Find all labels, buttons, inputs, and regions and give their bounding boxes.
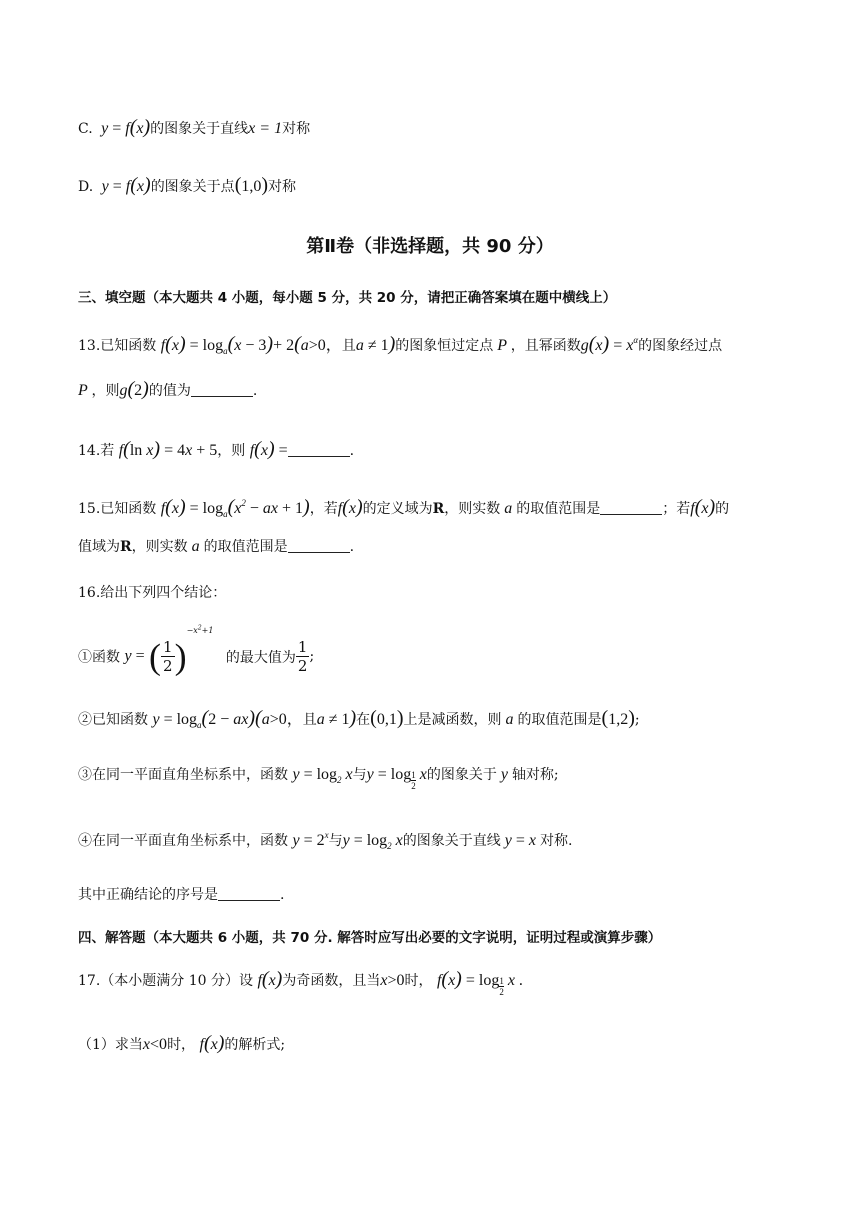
q13-g2: g(2) bbox=[119, 378, 149, 400]
q16-c3-log2: $y = \log_2 x$ bbox=[292, 766, 353, 785]
option-d bbox=[78, 174, 296, 197]
q17-text-1: 为奇函数，且当 bbox=[282, 973, 381, 989]
question-17 bbox=[78, 968, 523, 997]
q15-text-8: 值域为 bbox=[78, 539, 120, 555]
option-d-point: (1,0) bbox=[234, 174, 269, 196]
q16-c4-line: y = x bbox=[500, 832, 541, 849]
q16-c3-y: y bbox=[496, 766, 512, 783]
q14-text-1: 若 bbox=[100, 443, 115, 459]
q13-number: 13. bbox=[78, 338, 101, 354]
q14-number: 14. bbox=[78, 443, 101, 459]
q15-text-10: 的取值范围是 bbox=[203, 539, 288, 555]
q16-c2-interval: (0,1) bbox=[370, 707, 404, 729]
section-4-heading: 四、解答题（本大题共 6 小题，共 70 分. 解答时应写出必要的文字说明，证明过程或演算步骤） bbox=[78, 930, 662, 946]
q15-text-6: ；若 bbox=[662, 501, 691, 517]
q16-c3-text-b: 与 bbox=[352, 767, 367, 783]
left-paren: ( bbox=[149, 636, 162, 677]
option-c-function: y = f(x) bbox=[97, 116, 151, 138]
part-title: 第Ⅱ卷（非选择题，共 90 分） bbox=[306, 236, 554, 257]
q16-number: 16. bbox=[78, 585, 101, 601]
q15-function: $f(x) = \log_a(x^2$ − ax + 1) bbox=[160, 496, 310, 519]
option-d-function: y = f(x) bbox=[97, 174, 151, 196]
q16-c1-max-value: $\frac{1}{2}$ bbox=[297, 638, 308, 676]
option-d-tail: 对称 bbox=[268, 179, 297, 195]
q13-function-g: $g(x) = x^\alpha$ bbox=[580, 333, 639, 355]
q13-text-3: ，且幂函数 bbox=[510, 338, 581, 354]
q17-number: 17. bbox=[78, 973, 101, 989]
q16-ask-text: 其中正确结论的序号是 bbox=[78, 887, 218, 903]
q16-conclusion-3 bbox=[78, 764, 559, 791]
q15-text-1: 已知函数 bbox=[100, 501, 157, 517]
q15-answer-blank-2 bbox=[288, 538, 350, 553]
q13-text-4: 的图象经过点 bbox=[638, 338, 723, 354]
q16-c2-a: a bbox=[501, 711, 518, 728]
q16-c3-text-a: ③在同一平面直角坐标系中，函数 bbox=[78, 767, 288, 783]
question-15-line2: 值域为R，则实数 a 的取值范围是 . bbox=[78, 538, 355, 555]
q14-fx: f(x) = bbox=[249, 438, 288, 460]
q15-text-7: 的 bbox=[715, 501, 730, 517]
option-c bbox=[78, 116, 310, 139]
q13-point-p: P bbox=[493, 337, 511, 354]
option-c-equation: x = 1 bbox=[248, 120, 283, 137]
q14-text-2: ，则 bbox=[217, 443, 246, 459]
option-d-text: 的图象关于点 bbox=[150, 179, 235, 195]
q15-text-9: ，则实数 bbox=[131, 539, 188, 555]
q16-c3-text-c: 的图象关于 bbox=[426, 767, 497, 783]
q16-c4-exp: $y = 2^x$ bbox=[292, 830, 329, 849]
q15-answer-blank-1 bbox=[600, 500, 662, 515]
q17-score-text: （本小题满分 10 分）设 bbox=[100, 973, 253, 989]
right-paren: ) bbox=[174, 636, 187, 677]
q13-point-p-2: P bbox=[78, 382, 92, 399]
q17-text-2: 时， bbox=[404, 973, 433, 989]
q16-c3-log-half: y = log $\frac{1}{2}$ x bbox=[366, 766, 427, 791]
q16-c2-text-c: 上是减函数，则 bbox=[403, 712, 502, 728]
q17-fx: f(x) bbox=[257, 968, 283, 990]
q15-a-1: a bbox=[500, 500, 517, 517]
q17-sub1-text-c: 的解析式; bbox=[224, 1037, 286, 1053]
q13-text-6: 的值为 bbox=[148, 383, 191, 399]
q16-c4-text-c: 的图象关于直线 bbox=[402, 833, 501, 849]
q13-text-5: ，则 bbox=[91, 383, 120, 399]
option-c-tail: 对称 bbox=[282, 121, 311, 137]
q13-text-1: 已知函数 bbox=[100, 338, 157, 354]
section-3-heading: 三、填空题（本大题共 4 小题，每小题 5 分，共 20 分，请把正确答案填在题中横线上） bbox=[78, 290, 617, 306]
q16-c2-text-d: 的取值范围是 bbox=[517, 712, 602, 728]
q15-text-5: 的取值范围是 bbox=[516, 501, 601, 517]
q16-c1-text-a: ①函数 bbox=[78, 649, 120, 666]
q16-c1-text-b: 的最大值为 bbox=[225, 649, 296, 666]
question-16-intro bbox=[78, 582, 226, 602]
q17-sub1-fx: f(x) bbox=[199, 1032, 225, 1054]
q17-definition: f(x) = log $\frac{1}{2}$ x . bbox=[436, 968, 523, 997]
q15-text-4: ，则实数 bbox=[444, 501, 501, 517]
q16-c4-text-d: 对称. bbox=[540, 833, 573, 849]
q16-conclusion-2: ②已知函数 $y = \log_a(2 - ax)(a>0$，且a ≠ 1)在(0,1)上是减函数，则 a 的取值范围是(1,2); bbox=[78, 707, 640, 730]
q16-c1-exponent: −x2+1 bbox=[186, 624, 214, 635]
q16-c1-expression: y = bbox=[124, 647, 145, 665]
q16-c2-function: $y = \log_a(2 - ax)(a>0$，且a ≠ 1) bbox=[152, 707, 357, 730]
q16-c2-text-b: 在 bbox=[356, 712, 371, 728]
q17-sub1-condition: x<0 bbox=[142, 1036, 168, 1053]
q17-subquestion-1 bbox=[78, 1032, 285, 1055]
q13-function-f: $f(x) = \log_a(x - 3)+ 2(a>0$，且a ≠ 1) bbox=[160, 333, 396, 356]
q16-c2-text-a: ②已知函数 bbox=[78, 712, 148, 728]
q15-fx-1: f(x) bbox=[337, 496, 363, 518]
q15-text-3: 的定义域为 bbox=[362, 501, 433, 517]
q16-c3-text-d: 轴对称; bbox=[511, 767, 559, 783]
option-c-text: 的图象关于直线 bbox=[150, 121, 249, 137]
q16-c4-log2: $y = \log_2 x$ bbox=[342, 832, 403, 851]
option-d-label: D. bbox=[78, 179, 94, 195]
q13-text-2: 的图象恒过定点 bbox=[395, 338, 494, 354]
q17-condition: x>0 bbox=[380, 972, 405, 989]
q15-text-2: ，若 bbox=[309, 501, 338, 517]
q14-answer-blank bbox=[288, 442, 350, 457]
q16-conclusion-1: ①函数 y = ( $\frac{1}{2}$ )$^{-x^2+1}$ 的最大值为 $\frac{1}{2}$ ; bbox=[78, 624, 315, 677]
q16-answer-blank bbox=[218, 886, 280, 901]
q16-conclusion-4 bbox=[78, 830, 572, 851]
q16-c1-half: $\frac{1}{2}$ bbox=[163, 638, 173, 676]
question-14: 14.若 f(ln x) = 4x + 5，则 f(x) = . bbox=[78, 438, 355, 460]
q16-c2-range: (1,2) bbox=[601, 707, 635, 729]
q17-sub1-text-a: （1）求当 bbox=[78, 1037, 143, 1053]
q15-R-1: R bbox=[432, 501, 445, 517]
option-c-label: C. bbox=[78, 121, 93, 137]
question-13-line2: P ，则g(2)的值为 . bbox=[78, 378, 258, 400]
q16-c4-text-b: 与 bbox=[328, 833, 343, 849]
q15-a-2: a bbox=[187, 538, 204, 555]
q15-R-2: R bbox=[120, 539, 132, 555]
q17-sub1-text-b: 时， bbox=[167, 1037, 196, 1053]
q16-c4-text-a: ④在同一平面直角坐标系中，函数 bbox=[78, 833, 288, 849]
question-15-line1 bbox=[78, 496, 729, 519]
q16-ask: 其中正确结论的序号是 . bbox=[78, 887, 285, 903]
q14-equation: f(ln x) = 4x + 5 bbox=[118, 438, 218, 460]
q16-intro-text: 给出下列四个结论： bbox=[100, 585, 227, 601]
question-13-line1 bbox=[78, 332, 722, 356]
q13-answer-blank bbox=[191, 382, 253, 397]
q15-fx-2: f(x) bbox=[690, 496, 716, 518]
q15-number: 15. bbox=[78, 501, 101, 517]
